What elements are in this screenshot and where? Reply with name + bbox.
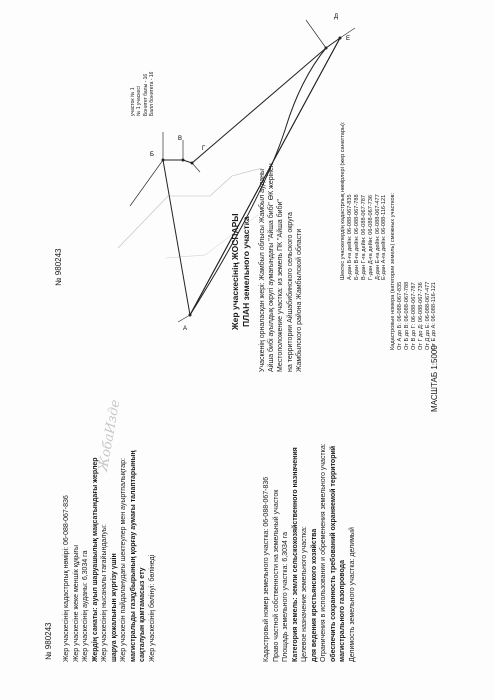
ru-restrictions-label: Ограничения в использовании и обременения земельного участка: (320, 443, 327, 662)
location-ru-1: Местоположение участка: из земель ПК "Айша биби" (277, 199, 285, 372)
legend-ru-ab: От А до Б: 06-088-067-835 (396, 281, 403, 350)
bonitet-ru: Балл бонитета - 16 (148, 71, 155, 116)
plot-boundary (163, 38, 340, 315)
kz-purpose-label: Жер учаскесінің нысаналы тағайындалуы: (101, 524, 108, 662)
legend-ru-vg: От В до Г: 06-088-067-787 (410, 282, 417, 350)
vertex-d-label: Д (334, 14, 339, 20)
bonitet-kz: Бонитет балы - 16 (142, 73, 149, 116)
legend-kz-ab: А-дан Б-ға дейін: 06-088-067-835 (346, 194, 353, 280)
vertex-g-label: Г (202, 146, 206, 152)
neighbor-line-b (130, 160, 163, 206)
legend-kz-bv: Б-дан В-ға дейін: 06-088-067-788 (353, 194, 360, 280)
plot-number-kz: № 1 учаскесі (136, 86, 143, 116)
plot-number-ru: участок № 1 (130, 87, 136, 116)
location-kz-1: Учаскенің орналасқан жері: Жамбыл облысы Жамбыл ауданы (259, 168, 266, 372)
vertex-a-marker (189, 314, 192, 317)
kz-restrictions-value-1: магистральды газқұбырының қорғау аумағы талаптарының (129, 450, 137, 662)
legend-ru-bv: От Б до В: 06-088-067-788 (403, 281, 410, 350)
legend-kz-de: Д-дан Е-ға дейін: 06-088-067-477 (374, 194, 381, 280)
ru-purpose-value: для ведения крестьянского хозяйства (310, 528, 318, 662)
vertex-v-marker (182, 159, 185, 162)
location-ru-3: Жамбылского района Жамбылской области (295, 228, 303, 372)
neighbor-line-a (178, 315, 190, 322)
kz-ownership-right: Жер учаскесіне жеке меншік құқығы (72, 545, 80, 662)
neighbor-line-d (306, 20, 326, 48)
kz-restrictions-value-2: сақталуын қамтамасыз ету (139, 567, 146, 662)
plan-title-ru: ПЛАН земельного участка (241, 216, 251, 328)
plan-title-kz: Жер учаскесінің ЖОСПАРЫ (230, 213, 240, 330)
boundary-curve (190, 48, 326, 315)
ru-cadastral-number: Кадастровый номер земельного участка: 06-088-067-836 (263, 476, 270, 662)
legend-kz-ea: Е-дан А-ға дейін: 06-088-116-121 (381, 194, 388, 280)
vertex-g-marker (191, 162, 194, 165)
vertex-e-label: Е (346, 36, 351, 42)
boundary-e-a (190, 38, 340, 315)
kz-area: Жер учаскесінің ауданы: 6,3034 га (82, 550, 89, 662)
ru-land-category: Категория земель: земли сельскохозяйственного назначения (291, 447, 299, 662)
legend-ru-de: От Д до Е: 06-088-067-477 (424, 281, 431, 350)
vertex-b-marker (162, 159, 165, 162)
location-ru-2: на территории Айшабибинского сельского округа (286, 212, 294, 372)
vertex-b-label: Б (150, 152, 154, 158)
neighbor-line-g (192, 163, 200, 172)
neighbor-outline-1 (118, 168, 262, 248)
location-kz-2: Айша бибі ауылдық округі аумағындағы "Айша бибі" ӨК жерінен (268, 163, 276, 372)
vertex-v-label: В (178, 136, 183, 142)
kz-divisibility: Жер учаскесінің бөлінуі: бөлінеді (148, 554, 156, 662)
legend-kz-vg: В-дан Г-ға дейін: 06-088-067-787 (360, 195, 367, 280)
ru-purpose-label: Целевое назначение земельного участка: (301, 526, 308, 662)
kz-restrictions-label: Жер учаскесін пайдаланудағы шектеулер мен ауыртпалықтар: (120, 457, 127, 662)
document-number-top: № 980243 (54, 248, 63, 286)
document-number-bottom: № 980243 (44, 622, 53, 660)
legend-ru-header: Кадастровые номера (категории земель) смежных участков: (390, 192, 396, 350)
vertex-e-marker (339, 37, 342, 40)
legend-kz-header: Шектес учаскелердің кадастрлық нөмірлері (жер санаттары): (340, 121, 346, 280)
vertex-d-marker (325, 47, 328, 50)
vertex-a-label: А (183, 326, 188, 332)
kz-land-category: Жердің санаты: ауыл шаруашылық мақсатындағы жерлер (91, 457, 99, 662)
ru-divisibility: Делимость земельного участка: делимый (348, 527, 356, 662)
kz-cadastral-number: Жер учаскесінің кадастрлық нөмірі: 06-088-067-836 (63, 495, 70, 662)
legend-kz-gd: Г-дан Д-ға дейін: 06-088-067-736 (367, 194, 374, 280)
watermark-signature: ЖобаИзде (96, 398, 124, 473)
legend-ru-gd: От Г до Д: 06-088-067-736 (417, 282, 424, 350)
scale-label: МАСШТАБ 1:5000 (430, 345, 439, 412)
ru-area: Площадь земельного участка: 6,3034 га (282, 531, 289, 662)
ru-restrictions-value-1: обеспечить сохранность требований охраняемой территорий (329, 445, 337, 662)
ru-ownership-right: Право частной собственности на земельный участок (272, 489, 280, 662)
ru-restrictions-value-2: магистрального газопровода (339, 560, 346, 662)
kz-purpose-value: шаруа қожалығын жүргізу үшін (110, 553, 118, 662)
legend-ru-ea: От Е до А: 06-088-116-121 (431, 282, 438, 350)
